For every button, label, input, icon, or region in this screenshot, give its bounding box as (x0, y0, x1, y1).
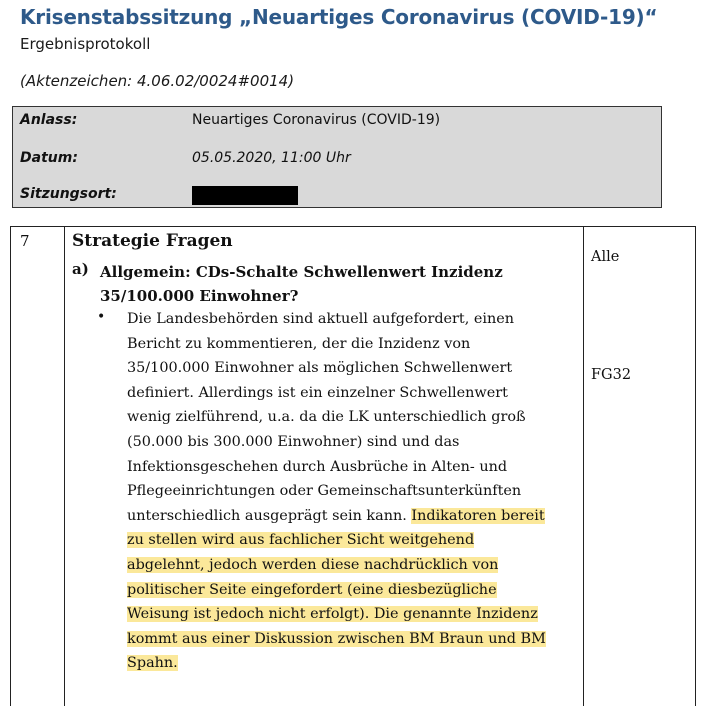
document-reference: (Aktenzeichen: 4.06.02/0024#0014) (20, 72, 295, 90)
highlighted-text: politischer Seite eingefordert (eine diesbezügliche (127, 581, 497, 598)
paragraph-line (127, 651, 583, 676)
agenda-table (10, 226, 696, 706)
paragraph-line: wenig zielführend, u.a. da die LK unterschiedlich groß (127, 409, 526, 426)
paragraph-line (127, 578, 583, 603)
bullet-paragraph (127, 307, 583, 676)
location-label: Sitzungsort: (20, 186, 117, 202)
paragraph-line: Pflegeeinrichtungen oder Gemeinschaftsunterkünften (127, 483, 522, 500)
redaction-block (192, 186, 298, 205)
paragraph-line: Die Landesbehörden sind aktuell aufgefordert, einen (127, 311, 515, 327)
responsible-party: FG32 (591, 367, 632, 383)
occasion-value: Neuartiges Coronavirus (COVID-19) (192, 112, 441, 128)
paragraph-line (127, 627, 583, 652)
date-label: Datum: (20, 150, 78, 166)
paragraph-line: Bericht zu kommentieren, der die Inzidenz von (127, 335, 471, 352)
highlighted-text: abgelehnt, jedoch werden diese nachdrücklich von (127, 556, 499, 573)
highlighted-text: Spahn. (127, 655, 178, 672)
highlighted-text: Weisung ist jedoch nicht erfolgt). Die genannte Inzidenz (127, 606, 538, 623)
subitem-heading (100, 260, 570, 308)
document-title: Krisenstabssitzung „Neuartiges Coronavirus (COVID-19)“ (20, 5, 658, 29)
paragraph-line: 35/100.000 Einwohner als möglichen Schwellenwert (127, 360, 513, 377)
paragraph-line (127, 528, 583, 553)
bullet-icon: • (97, 309, 106, 325)
paragraph-line: (50.000 bis 300.000 Einwohner) sind und das (127, 433, 460, 450)
column-divider (64, 227, 65, 706)
paragraph-line: Infektionsgeschehen durch Ausbrüche in Alten- und (127, 458, 508, 475)
subitem-heading-line: Allgemein: CDs-Schalte Schwellenwert Inzidenz (100, 263, 503, 281)
date-value: 05.05.2020, 11:00 Uhr (192, 150, 351, 166)
paragraph-line (127, 504, 583, 529)
agenda-item-number: 7 (20, 232, 30, 250)
highlighted-text: Indikatoren bereit (411, 507, 545, 524)
subitem-marker: a) (72, 260, 89, 278)
paragraph-line (127, 553, 583, 578)
meta-row-location (20, 186, 650, 206)
highlighted-text: kommt aus einer Diskussion zwischen BM Braun und BM (127, 630, 546, 647)
subitem-heading-line: 35/100.000 Einwohner? (100, 287, 299, 305)
occasion-label: Anlass: (20, 112, 78, 128)
responsible-party: Alle (591, 249, 620, 265)
paragraph-line (127, 602, 583, 627)
column-divider (583, 227, 584, 706)
meta-row-occasion (20, 112, 650, 132)
paragraph-plain-text: unterschiedlich ausgeprägt sein kann. (127, 507, 412, 524)
document-subtitle: Ergebnisprotokoll (20, 35, 151, 53)
highlighted-text: zu stellen wird aus fachlicher Sicht weitgehend (127, 532, 475, 549)
meeting-info-box (12, 106, 662, 208)
meta-row-date (20, 150, 650, 170)
paragraph-line: definiert. Allerdings ist ein einzelner Schwellenwert (127, 384, 508, 401)
agenda-item-title: Strategie Fragen (72, 231, 233, 251)
